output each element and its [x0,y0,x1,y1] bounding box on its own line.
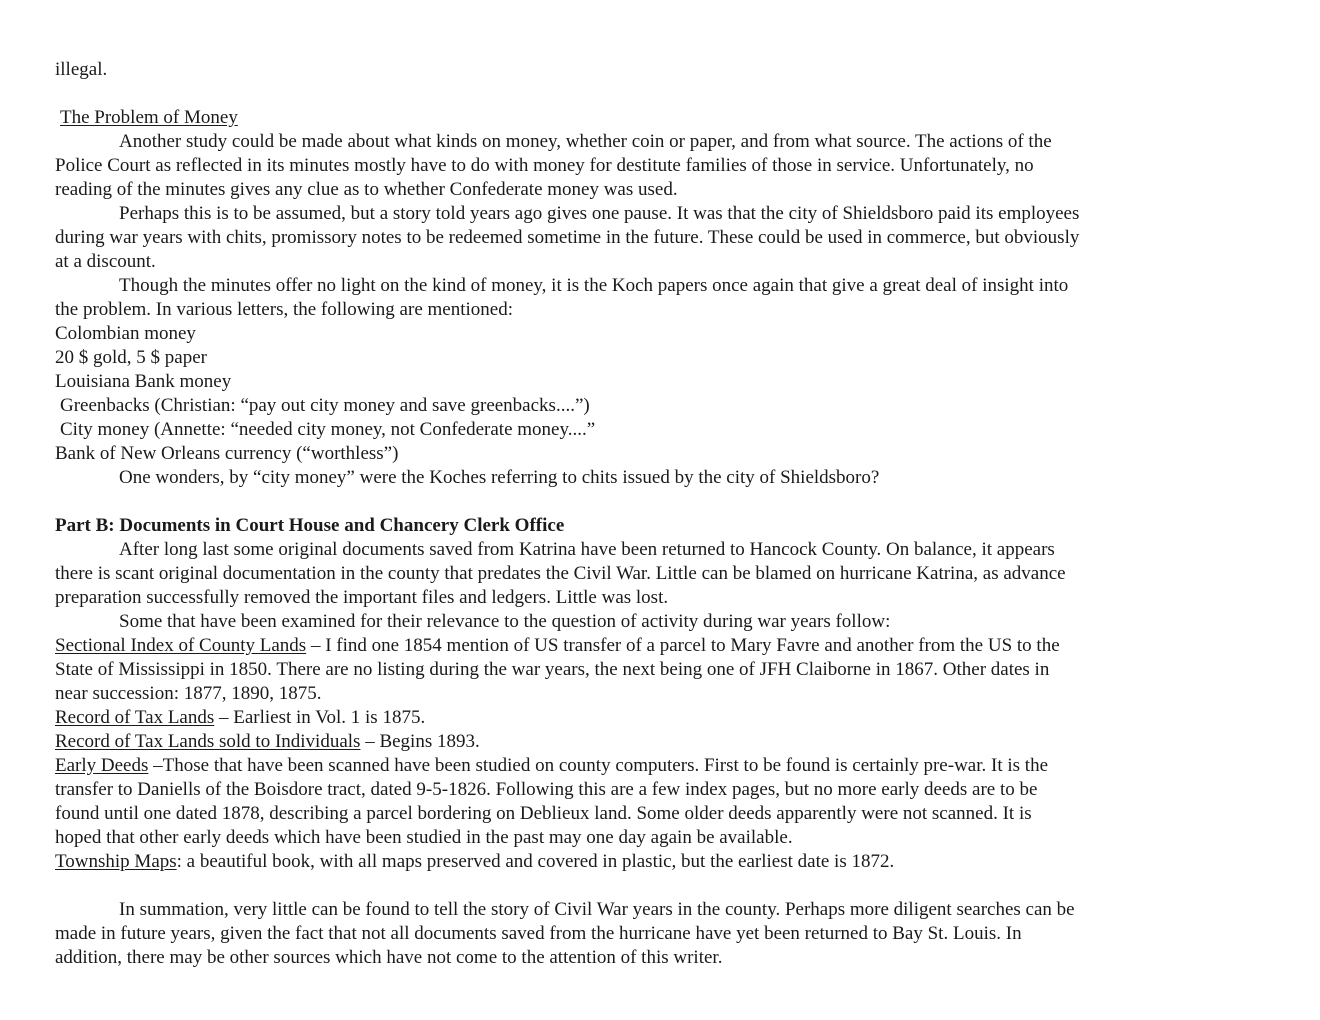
money-list-item: Greenbacks (Christian: “pay out city money and save greenbacks....”) [60,395,590,416]
record-title: Record of Tax Lands [55,707,215,728]
money-list-item: Louisiana Bank money [55,371,232,392]
money-list-item: Colombian money [55,323,196,344]
paragraph-line: Another study could be made about what kinds on money, whether coin or paper, and from what source. The actions of the [119,131,1052,152]
paragraph-line: After long last some original documents saved from Katrina have been returned to Hancock County. On balance, it appears [119,539,1055,560]
paragraph-line: Perhaps this is to be assumed, but a story told years ago gives one pause. It was that the city of Shieldsboro paid its employees [119,203,1080,224]
record-item-township-maps [55,850,894,874]
paragraph-line: during war years with chits, promissory notes to be redeemed sometime in the future. These could be used in commerce, but obviously [55,227,1080,248]
record-text: : a beautiful book, with all maps preserved and covered in plastic, but the earliest date is 1872. [176,851,895,872]
record-title: Township Maps [55,851,177,872]
record-text: – Begins 1893. [360,731,480,752]
record-text: –Those that have been scanned have been studied on county computers. First to be found is certainly pre-war. It is the [148,755,1048,776]
paragraph-line: Though the minutes offer no light on the kind of money, it is the Koch papers once again that give a great deal of insight into [119,275,1069,296]
record-text: – I find one 1854 mention of US transfer of a parcel to Mary Favre and another from the US to the [306,635,1060,656]
paragraph-line: addition, there may be other sources which have not come to the attention of this writer. [55,947,723,968]
paragraph-line: State of Mississippi in 1850. There are no listing during the war years, the next being one of JFH Claiborne in 1867. Other dates in [55,659,1050,680]
record-title: Sectional Index of County Lands [55,635,307,656]
paragraph-line: the problem. In various letters, the following are mentioned: [55,299,513,320]
record-text: – Earliest in Vol. 1 is 1875. [214,707,426,728]
paragraph-line: made in future years, given the fact that not all documents saved from the hurricane have yet been returned to Bay St. Louis. In [55,923,1022,944]
money-list-item: City money (Annette: “needed city money, not Confederate money....” [60,419,596,440]
record-title: Early Deeds [55,755,149,776]
paragraph-line: found until one dated 1878, describing a parcel bordering on Deblieux land. Some older deeds apparently were not scanned. It is [55,803,1032,824]
paragraph-line: One wonders, by “city money” were the Koches referring to chits issued by the city of Shieldsboro? [119,467,880,488]
paragraph-line: there is scant original documentation in the county that predates the Civil War. Little can be blamed on hurricane Katrina, as advance [55,563,1066,584]
paragraph-line: at a discount. [55,251,156,272]
money-list-item: 20 $ gold, 5 $ paper [55,347,207,368]
section-heading-part-b: Part B: Documents in Court House and Chancery Clerk Office [55,515,565,536]
record-item-early-deeds [55,754,1048,778]
paragraph-line: Some that have been examined for their relevance to the question of activity during war years follow: [119,611,891,632]
record-item-tax-lands [55,706,425,730]
paragraph-line: reading of the minutes gives any clue as to whether Confederate money was used. [55,179,678,200]
paragraph-line: transfer to Daniells of the Boisdore tract, dated 9-5-1826. Following this are a few index pages, but no more early deeds are to be [55,779,1038,800]
record-item-sectional-index [55,634,1060,658]
paragraph-line: preparation successfully removed the important files and ledgers. Little was lost. [55,587,669,608]
money-list-item: Bank of New Orleans currency (“worthless”) [55,443,399,464]
paragraph-line: hoped that other early deeds which have been studied in the past may one day again be available. [55,827,793,848]
paragraph-line: Police Court as reflected in its minutes mostly have to do with money for destitute families of those in service. Unfortunately, no [55,155,1034,176]
record-item-tax-lands-sold [55,730,480,754]
record-title: Record of Tax Lands sold to Individuals [55,731,361,752]
paragraph-line: In summation, very little can be found to tell the story of Civil War years in the county. Perhaps more diligent searches can be [119,899,1075,920]
section-heading-problem-of-money: The Problem of Money [60,107,238,128]
paragraph-line: near succession: 1877, 1890, 1875. [55,683,322,704]
intro-line: illegal. [55,59,108,80]
